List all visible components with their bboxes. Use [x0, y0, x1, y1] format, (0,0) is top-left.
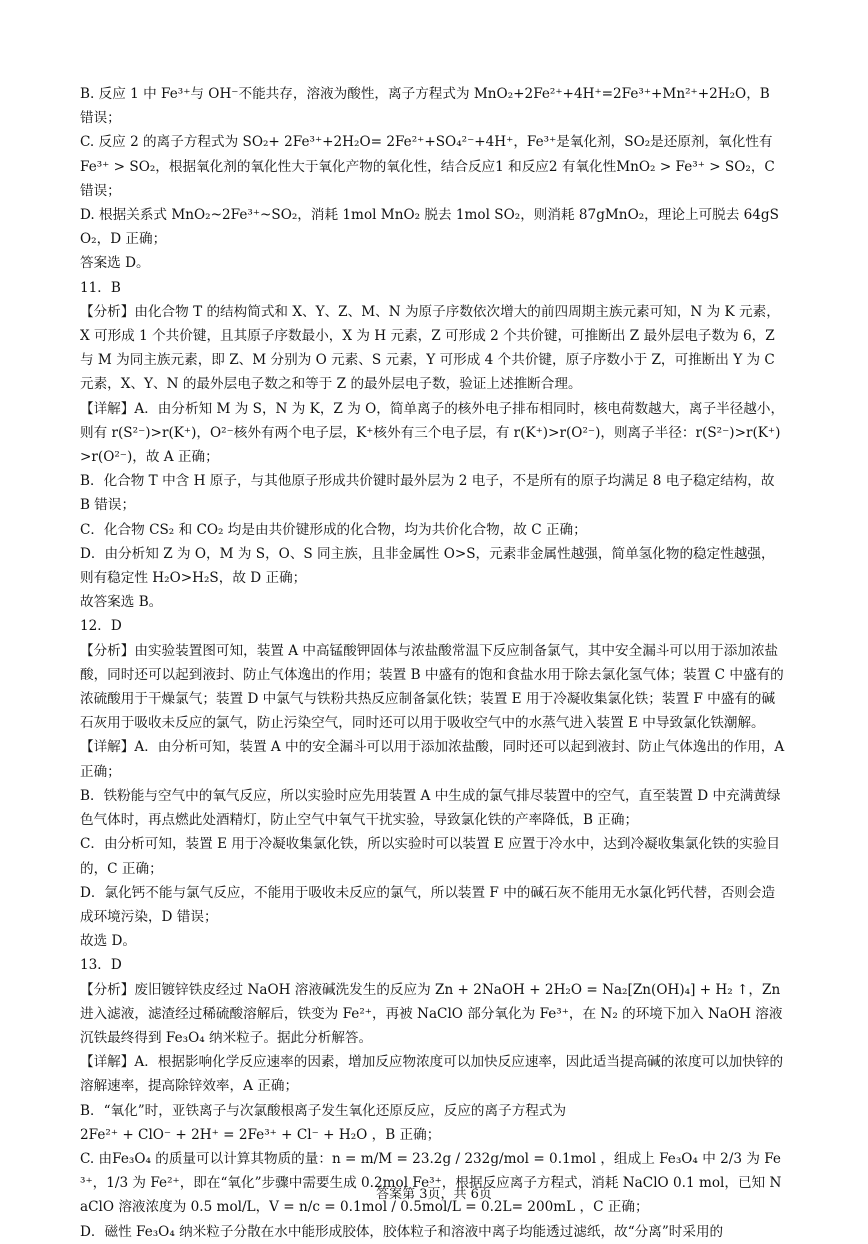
- line-l8: B．化合物 T 中含 H 原子，与其他原子形成共价键时最外层为 2 电子，不是所有的原子均满足 8 电子稳定结构，故 B 错误；: [80, 473, 775, 514]
- line-l24: C. 由Fe₃O₄ 的质量可以计算其物质的量：n = m/M = 23.2g / 232g/mol = 0.1mol ，组成上 Fe₃O₄ 中 2/3 为 Fe³⁺，1/3 为 Fe²⁺，即在“氧化”步骤中需要生成 0.2mol Fe³⁺，根据反应离子方程式，消耗 NaClO 0.1 mol，已知 NaClO 溶液浓度为 0.5 mol/L，V = n/c = 0.1mol / 0.5mol/L = 0.2L= 200mL ，C 正确；: [80, 1150, 782, 1216]
- line-l6: 【分析】由化合物 T 的结构简式和 X、Y、Z、M、N 为原子序数依次增大的前四周期主族元素可知，N 为 K 元素，X 可形成 1 个共价键，且其原子序数最小，X 为 H 元素，Z 可形成 2 个共价键，可推断出 Z 最外层电子数为 6，Z 与 M 为同主族元素，即 Z、M 分别为 O 元素、S 元素，Y 可形成 4 个共价键，原子序数小于 Z，可推断出 Y 为 C 元素，X、Y、N 的最外层电子数之和等于 Z 的最外层电子数，验证上述推断合理。: [80, 303, 780, 393]
- line-l16: C．由分析可知，装置 E 用于冷凝收集氯化铁，所以实验时可以装置 E 应置于冷水中，达到冷凝收集氯化铁的实验目的，C 正确；: [80, 836, 781, 877]
- line-l1: B. 反应 1 中 Fe³⁺与 OH⁻不能共存，溶液为酸性，离子方程式为 MnO₂+2Fe²⁺+4H⁺=2Fe³⁺+Mn²⁺+2H₂O，B 错误；: [80, 86, 770, 127]
- line-l25: D．磁性 Fe₃O₄ 纳米粒子分散在水中能形成胶体，胶体粒子和溶液中离子均能透过滤纸，故“分离”时采用的: [80, 1223, 724, 1240]
- line-l14: 【详解】A．由分析可知，装置 A 中的安全漏斗可以用于添加浓盐酸，同时还可以起到液封、防止气体逸出的作用，A 正确；: [80, 739, 785, 780]
- line-l18: 故选 D。: [80, 933, 137, 950]
- line-l2: C. 反应 2 的离子方程式为 SO₂+ 2Fe³⁺+2H₂O= 2Fe²⁺+SO₄²⁻+4H⁺，Fe³⁺是氧化剂，SO₂是还原剂，氧化性有 Fe³⁺ > SO₂，根据氧化剂的氧化性大于氧化产物的氧化性，结合反应1 和反应2 有氧化性MnO₂ > Fe³⁺ > SO₂，C 错误；: [80, 134, 775, 199]
- question-13-answer: 13．D: [80, 957, 122, 974]
- line-l3: D. 根据关系式 MnO₂~2Fe³⁺~SO₂，消耗 1mol MnO₂ 脱去 1mol SO₂，则消耗 87gMnO₂，理论上可脱去 64gSO₂，D 正确；: [80, 207, 779, 248]
- line-l21: 【详解】A．根据影响化学反应速率的因素，增加反应物浓度可以加快反应速率，因此适当提高碱的浓度可以加快锌的溶解速率，提高除锌效率，A 正确；: [80, 1054, 784, 1095]
- question-11-answer: 11．B: [80, 279, 121, 296]
- question-12-answer: 12．D: [80, 618, 122, 635]
- line-l15: B．铁粉能与空气中的氧气反应，所以实验时应先用装置 A 中生成的氯气排尽装置中的空气，直至装置 D 中充满黄绿色气体时，再点燃此处酒精灯，防止空气中氧气干扰实验，导致氯化铁的产率降低，B 正确；: [80, 787, 781, 829]
- line-l9: C．化合物 CS₂ 和 CO₂ 均是由共价键形成的化合物，均为共价化合物，故 C 正确；: [80, 521, 587, 538]
- line-l7: 【详解】A．由分析知 M 为 S，N 为 K，Z 为 O，简单离子的核外电子排布相同时，核电荷数越大，离子半径越小，则有 r(S²⁻)>r(K⁺)，O²⁻核外有两个电子层，K⁺核外有三个电子层，有 r(K⁺)>r(O²⁻)，则离子半径：r(S²⁻)>r(K⁺)>r(O²⁻)，故 A 正确；: [80, 400, 785, 466]
- line-l4: 答案选 D。: [80, 255, 150, 272]
- answer-content: [80, 82, 786, 1244]
- equation-line: 2Fe²⁺ + ClO⁻ + 2H⁺ = 2Fe³⁺ + Cl⁻ + H₂O ，B 正确；: [80, 1126, 441, 1143]
- line-l22: B．“氧化”时，亚铁离子与次氯酸根离子发生氧化还原反应，反应的离子方程式为: [80, 1102, 567, 1119]
- page-footer: 答案第 3页，共 6页: [376, 1187, 492, 1202]
- line-l11: 故答案选 B。: [80, 594, 163, 611]
- line-l10: D．由分析知 Z 为 O，M 为 S，O、S 同主族，且非金属性 O>S，元素非金属性越强，简单氢化物的稳定性越强，则有稳定性 H₂O>H₂S，故 D 正确；: [80, 545, 775, 587]
- line-l17: D．氯化钙不能与氯气反应，不能用于吸收未反应的氯气，所以装置 F 中的碱石灰不能用无水氯化钙代替，否则会造成环境污染，D 错误；: [80, 884, 776, 925]
- line-l20: 【分析】废旧镀锌铁皮经过 NaOH 溶液碱洗发生的反应为 Zn + 2NaOH + 2H₂O = Na₂[Zn(OH)₄] + H₂ ↑，Zn 进入滤液，滤渣经过稀硫酸溶解后，铁变为 Fe²⁺，再被 NaClO 部分氧化为 Fe³⁺，在 N₂ 的环境下加入 NaOH 溶液沉铁最终得到 Fe₃O₄ 纳米粒子。据此分析解答。: [80, 981, 783, 1046]
- line-l13: 【分析】由实验装置图可知，装置 A 中高锰酸钾固体与浓盐酸常温下反应制备氯气，其中安全漏斗可以用于添加浓盐酸，同时还可以起到液封、防止气体逸出的作用；装置 B 中盛有的饱和食盐水用于除去氯化氢气体；装置 C 中盛有的浓硫酸用于干燥氯气；装置 D 中氯气与铁粉共热反应制备氯化铁；装置 E 用于冷凝收集氯化铁；装置 F 中盛有的碱石灰用于吸收未反应的氯气，防止污染空气，同时还可以用于吸收空气中的水蒸气进入装置 E 中导致氯化铁潮解。: [80, 642, 784, 732]
